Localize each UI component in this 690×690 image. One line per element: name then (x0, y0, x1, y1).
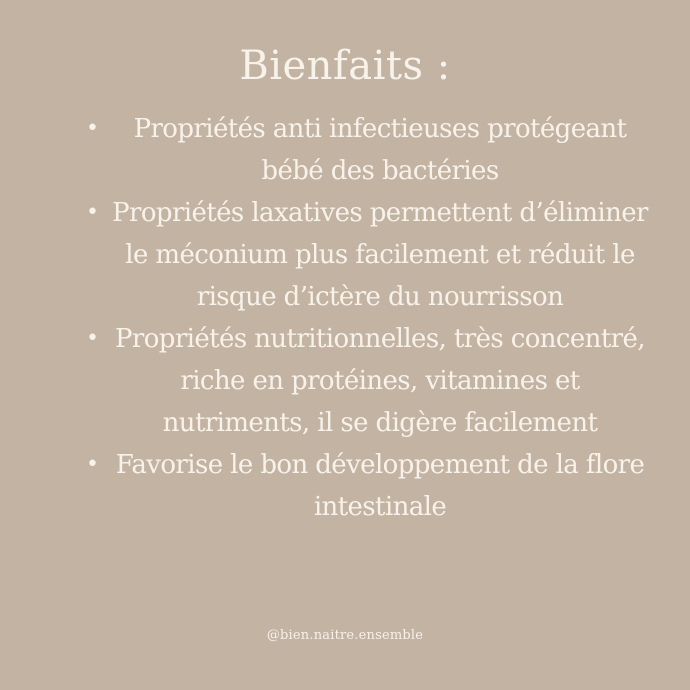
bullet-icon: • (86, 326, 99, 351)
instagram-handle: @bien.naitre.ensemble (266, 628, 424, 643)
bullet-icon: • (86, 200, 99, 225)
benefit-text: Favorise le bon développement de la flore intestinale (115, 450, 645, 522)
benefit-item (82, 192, 652, 318)
benefit-item (82, 108, 652, 192)
benefits-list (82, 108, 652, 528)
benefit-text: Propriétés anti infectieuses protégeant bébé des bactéries (133, 114, 627, 186)
bullet-icon: • (86, 116, 99, 141)
benefit-item (82, 444, 652, 528)
page-title: Bienfaits : (239, 43, 451, 89)
benefit-text: Propriétés laxatives permettent d’éliminer le méconium plus facilement et réduit le risque d’ictère du nourrisson (112, 198, 648, 312)
benefit-item (82, 318, 652, 444)
benefit-text: Propriétés nutritionnelles, très concentré, riche en protéines, vitamines et nutriments, il se digère facilement (115, 324, 645, 438)
bullet-icon: • (86, 452, 99, 477)
